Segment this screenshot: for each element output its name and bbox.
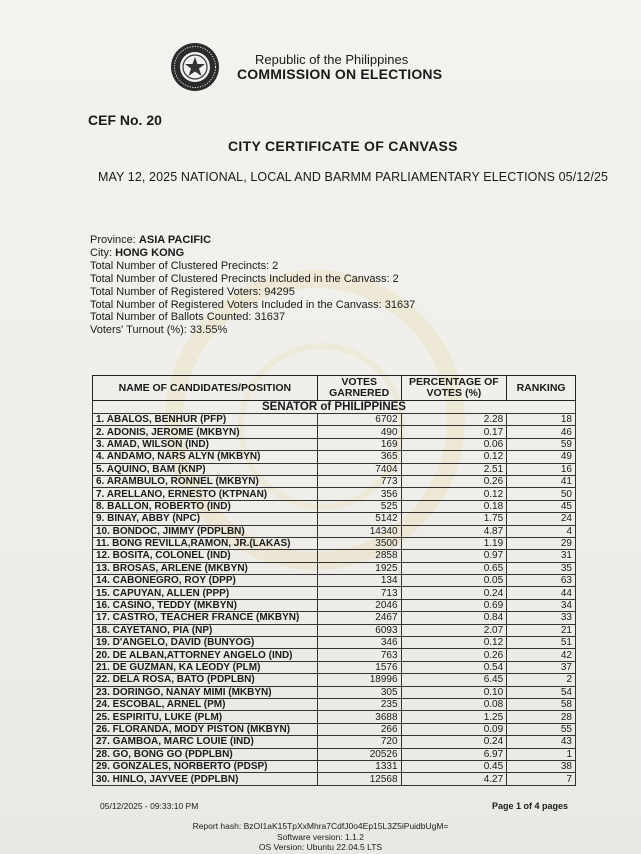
report-timestamp: 05/12/2025 - 09:33:10 PM <box>100 801 199 811</box>
col-header-name: NAME OF CANDIDATES/POSITION <box>93 376 318 401</box>
comelec-seal-icon <box>170 42 220 92</box>
table-row <box>93 686 576 698</box>
candidate-name: 17. CASTRO, TEACHER FRANCE (MKBYN) <box>93 612 318 624</box>
table-row <box>93 723 576 735</box>
vote-percentage: 0.45 <box>401 760 507 772</box>
candidate-ranking: 18 <box>507 414 576 426</box>
votes-garnered: 346 <box>317 637 401 649</box>
vote-percentage: 1.19 <box>401 537 507 549</box>
ballots-counted: Total Number of Ballots Counted: 31637 <box>90 311 286 324</box>
votes-garnered: 3500 <box>317 537 401 549</box>
candidate-ranking: 51 <box>507 637 576 649</box>
candidate-ranking: 24 <box>507 513 576 525</box>
votes-garnered: 266 <box>317 723 401 735</box>
candidate-ranking: 33 <box>507 612 576 624</box>
candidate-name: 23. DORINGO, NANAY MIMI (MKBYN) <box>93 686 318 698</box>
table-row <box>93 525 576 537</box>
table-row <box>93 451 576 463</box>
candidate-name: 15. CAPUYAN, ALLEN (PPP) <box>93 587 318 599</box>
candidate-name: 5. AQUINO, BAM (KNP) <box>93 463 318 475</box>
canvass-info <box>90 234 415 337</box>
province-label: Province: <box>90 234 139 246</box>
city-line <box>90 247 415 260</box>
clustered-precincts: Total Number of Clustered Precincts: 2 <box>90 259 279 272</box>
table-row <box>93 760 576 772</box>
table-row <box>93 575 576 587</box>
votes-garnered: 2467 <box>317 612 401 624</box>
vote-percentage: 0.06 <box>401 438 507 450</box>
city-label: City: <box>90 246 116 259</box>
candidate-name: 14. CABONEGRO, ROY (DPP) <box>93 575 318 587</box>
candidate-name: 3. AMAD, WILSON (IND) <box>93 438 318 450</box>
republic-heading: Republic of the Philippines <box>255 52 409 67</box>
section-title: SENATOR of PHILIPPINES <box>93 401 576 414</box>
table-row <box>93 500 576 512</box>
candidate-ranking: 1 <box>507 748 576 760</box>
candidate-ranking: 31 <box>507 550 576 562</box>
table-row <box>93 773 576 785</box>
vote-percentage: 4.87 <box>401 525 507 537</box>
candidate-ranking: 29 <box>507 537 576 549</box>
candidate-ranking: 43 <box>507 736 576 748</box>
votes-garnered: 235 <box>317 698 401 710</box>
candidate-name: 19. D'ANGELO, DAVID (BUNYOG) <box>93 637 318 649</box>
page-indicator: Page 1 of 4 pages <box>492 801 569 811</box>
candidate-ranking: 21 <box>507 624 576 636</box>
votes-garnered: 134 <box>317 575 401 587</box>
candidate-name: 26. FLORANDA, MODY PISTON (MKBYN) <box>93 723 318 735</box>
votes-garnered: 1925 <box>317 562 401 574</box>
candidate-name: 11. BONG REVILLA,RAMON, JR.(LAKAS) <box>93 537 318 549</box>
table-row <box>93 637 576 649</box>
table-row <box>93 711 576 723</box>
candidate-ranking: 54 <box>507 686 576 698</box>
votes-garnered: 2858 <box>317 550 401 562</box>
candidate-ranking: 4 <box>507 525 576 537</box>
table-row <box>93 414 576 426</box>
candidate-ranking: 44 <box>507 587 576 599</box>
table-header-row <box>93 376 576 401</box>
vote-percentage: 6.45 <box>401 674 507 686</box>
votes-garnered: 490 <box>317 426 401 438</box>
voters-turnout: Voters' Turnout (%): 33.55% <box>90 324 228 337</box>
vote-percentage: 1.25 <box>401 711 507 723</box>
table-row <box>93 698 576 710</box>
election-subtitle: MAY 12, 2025 NATIONAL, LOCAL AND BARMM PARLIAMENTARY ELECTIONS 05/12/25 <box>98 170 609 184</box>
table-row <box>93 649 576 661</box>
candidate-name: 4. ANDAMO, NARS ALYN (MKBYN) <box>93 451 318 463</box>
vote-percentage: 0.10 <box>401 686 507 698</box>
candidate-name: 27. GAMBOA, MARC LOUIE (IND) <box>93 736 318 748</box>
candidate-name: 6. ARAMBULO, RONNEL (MKBYN) <box>93 475 318 487</box>
votes-garnered: 1576 <box>317 661 401 673</box>
clustered-precincts-included: Total Number of Clustered Precincts Included in the Canvass: 2 <box>90 272 399 285</box>
table-row <box>93 463 576 475</box>
candidate-name: 1. ABALOS, BENHUR (PFP) <box>93 414 318 426</box>
vote-percentage: 1.75 <box>401 513 507 525</box>
table-row <box>93 736 576 748</box>
votes-garnered: 773 <box>317 475 401 487</box>
vote-percentage: 2.51 <box>401 463 507 475</box>
table-row <box>93 537 576 549</box>
vote-percentage: 0.97 <box>401 550 507 562</box>
candidate-ranking: 34 <box>507 599 576 611</box>
votes-garnered: 169 <box>317 438 401 450</box>
candidate-ranking: 58 <box>507 698 576 710</box>
province-value: ASIA PACIFIC <box>138 234 212 246</box>
votes-garnered: 305 <box>317 686 401 698</box>
table-row <box>93 587 576 599</box>
report-hash <box>0 821 641 831</box>
vote-percentage: 0.84 <box>401 612 507 624</box>
candidate-name: 18. CAYETANO, PIA (NP) <box>93 624 318 636</box>
vote-percentage: 0.12 <box>401 488 507 500</box>
table-row <box>93 612 576 624</box>
candidate-ranking: 41 <box>507 475 576 487</box>
candidate-ranking: 38 <box>507 760 576 772</box>
table-row <box>93 661 576 673</box>
candidate-name: 29. GONZALES, NORBERTO (PDSP) <box>93 760 318 772</box>
votes-garnered: 1331 <box>317 760 401 772</box>
votes-garnered: 7404 <box>317 463 401 475</box>
col-header-votes: VOTES GARNERED <box>317 376 401 401</box>
table-row <box>93 513 576 525</box>
votes-garnered: 2046 <box>317 599 401 611</box>
results-table <box>92 375 576 786</box>
votes-garnered: 12568 <box>317 773 401 785</box>
vote-percentage: 6.97 <box>401 748 507 760</box>
table-row <box>93 748 576 760</box>
candidate-name: 24. ESCOBAL, ARNEL (PM) <box>93 698 318 710</box>
cef-number: CEF No. 20 <box>88 112 162 128</box>
vote-percentage: 0.12 <box>401 637 507 649</box>
candidate-ranking: 37 <box>507 661 576 673</box>
candidate-ranking: 46 <box>507 426 576 438</box>
table-row <box>93 475 576 487</box>
section-row <box>93 401 576 414</box>
candidate-ranking: 28 <box>507 711 576 723</box>
vote-percentage: 0.54 <box>401 661 507 673</box>
city-value: HONG KONG <box>115 246 185 259</box>
table-row <box>93 674 576 686</box>
candidate-ranking: 59 <box>507 438 576 450</box>
candidate-ranking: 16 <box>507 463 576 475</box>
votes-garnered: 720 <box>317 736 401 748</box>
vote-percentage: 0.08 <box>401 698 507 710</box>
votes-garnered: 713 <box>317 587 401 599</box>
votes-garnered: 365 <box>317 451 401 463</box>
candidate-name: 10. BONDOC, JIMMY (PDPLBN) <box>93 525 318 537</box>
candidate-name: 12. BOSITA, COLONEL (IND) <box>93 550 318 562</box>
candidate-ranking: 63 <box>507 575 576 587</box>
report-hash-label: Report hash: <box>192 821 244 831</box>
table-row <box>93 488 576 500</box>
votes-garnered: 20526 <box>317 748 401 760</box>
candidate-ranking: 7 <box>507 773 576 785</box>
province-line <box>90 234 415 247</box>
candidate-ranking: 35 <box>507 562 576 574</box>
candidate-ranking: 55 <box>507 723 576 735</box>
votes-garnered: 356 <box>317 488 401 500</box>
votes-garnered: 763 <box>317 649 401 661</box>
vote-percentage: 0.26 <box>401 475 507 487</box>
vote-percentage: 0.65 <box>401 562 507 574</box>
software-version: Software version: 1.1.2 <box>277 832 364 842</box>
os-version: OS Version: Ubuntu 22.04.5 LTS <box>258 842 383 852</box>
table-row <box>93 438 576 450</box>
table-row <box>93 550 576 562</box>
candidate-name: 20. DE ALBAN,ATTORNEY ANGELO (IND) <box>93 649 318 661</box>
candidate-ranking: 50 <box>507 488 576 500</box>
votes-garnered: 6093 <box>317 624 401 636</box>
vote-percentage: 0.17 <box>401 426 507 438</box>
vote-percentage: 0.69 <box>401 599 507 611</box>
candidate-name: 22. DELA ROSA, BATO (PDPLBN) <box>93 674 318 686</box>
vote-percentage: 0.26 <box>401 649 507 661</box>
vote-percentage: 0.05 <box>401 575 507 587</box>
table-row <box>93 624 576 636</box>
vote-percentage: 0.24 <box>401 736 507 748</box>
vote-percentage: 0.12 <box>401 451 507 463</box>
candidate-name: 21. DE GUZMAN, KA LEODY (PLM) <box>93 661 318 673</box>
candidate-name: 13. BROSAS, ARLENE (MKBYN) <box>93 562 318 574</box>
registered-voters-included: Total Number of Registered Voters Included in the Canvass: 31637 <box>90 298 416 311</box>
candidate-name: 25. ESPIRITU, LUKE (PLM) <box>93 711 318 723</box>
vote-percentage: 2.07 <box>401 624 507 636</box>
vote-percentage: 0.18 <box>401 500 507 512</box>
candidate-name: 28. GO, BONG GO (PDPLBN) <box>93 748 318 760</box>
candidate-name: 9. BINAY, ABBY (NPC) <box>93 513 318 525</box>
document-title: CITY CERTIFICATE OF CANVASS <box>228 138 458 154</box>
votes-garnered: 6702 <box>317 414 401 426</box>
table-row <box>93 599 576 611</box>
votes-garnered: 18996 <box>317 674 401 686</box>
votes-garnered: 3688 <box>317 711 401 723</box>
commission-heading: COMMISSION ON ELECTIONS <box>237 66 443 82</box>
votes-garnered: 5142 <box>317 513 401 525</box>
candidate-name: 7. ARELLANO, ERNESTO (KTPNAN) <box>93 488 318 500</box>
votes-garnered: 14340 <box>317 525 401 537</box>
candidate-ranking: 42 <box>507 649 576 661</box>
vote-percentage: 4.27 <box>401 773 507 785</box>
votes-garnered: 525 <box>317 500 401 512</box>
col-header-ranking: RANKING <box>507 376 576 401</box>
candidate-name: 16. CASIÑO, TEDDY (MKBYN) <box>93 599 318 611</box>
registered-voters: Total Number of Registered Voters: 94295 <box>90 285 295 298</box>
candidate-name: 30. HINLO, JAYVEE (PDPLBN) <box>93 773 318 785</box>
table-row <box>93 562 576 574</box>
vote-percentage: 0.09 <box>401 723 507 735</box>
col-header-percentage: PERCENTAGE OF VOTES (%) <box>401 376 507 401</box>
candidate-name: 2. ADONIS, JEROME (MKBYN) <box>93 426 318 438</box>
table-row <box>93 426 576 438</box>
candidate-name: 8. BALLON, ROBERTO (IND) <box>93 500 318 512</box>
vote-percentage: 2.28 <box>401 414 507 426</box>
candidate-ranking: 49 <box>507 451 576 463</box>
candidate-ranking: 45 <box>507 500 576 512</box>
candidate-ranking: 2 <box>507 674 576 686</box>
report-hash-value: BzOI1aK15TpXxMhra7CdfJ0o4Ep15L3Z5iPuidbUgM= <box>243 821 449 831</box>
vote-percentage: 0.24 <box>401 587 507 599</box>
